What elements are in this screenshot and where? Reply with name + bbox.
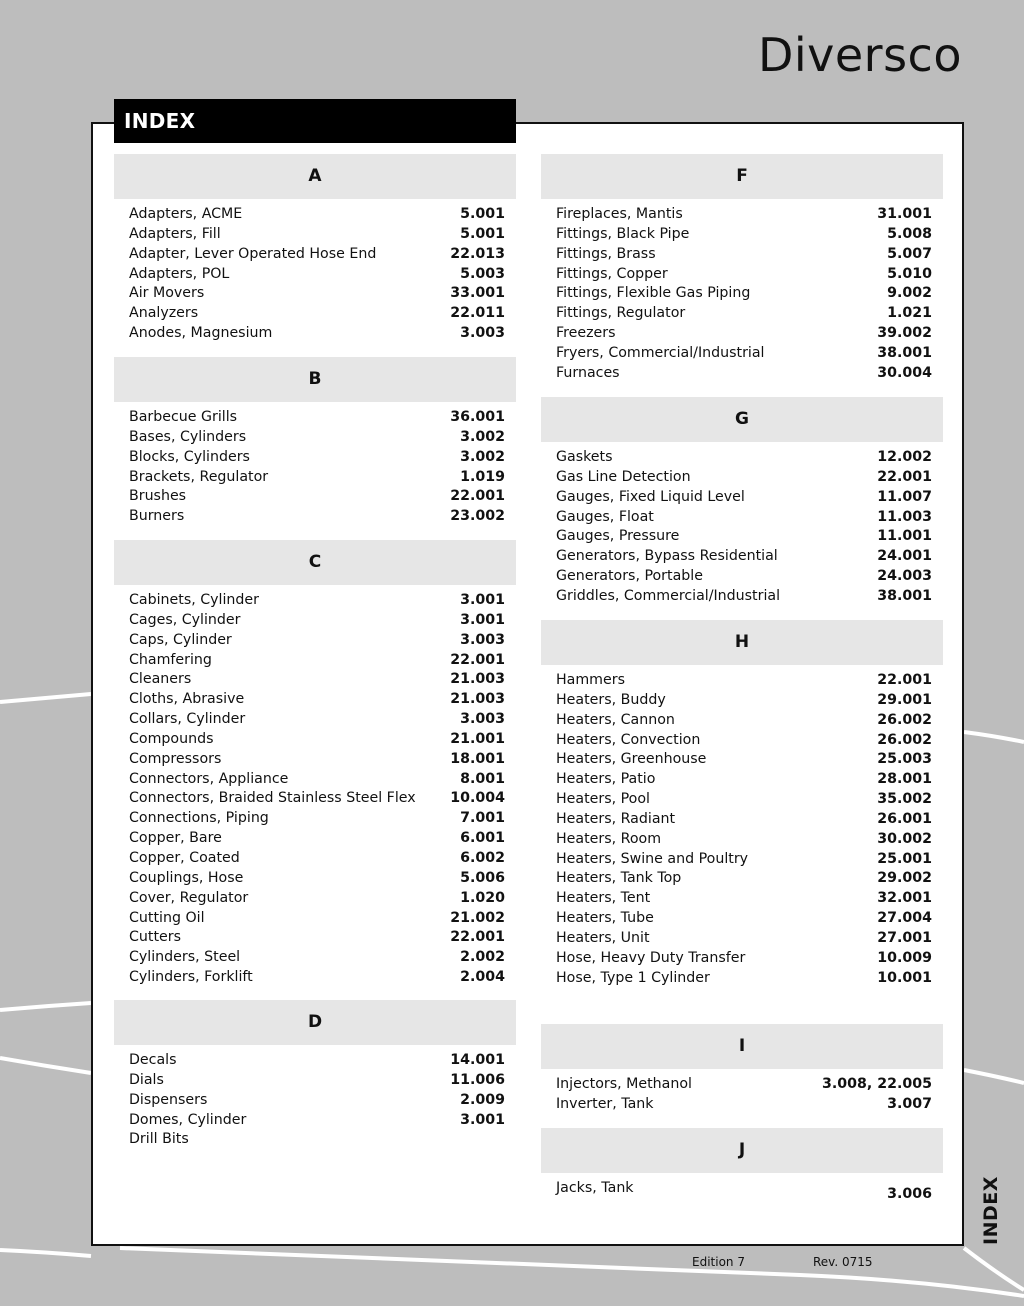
index-entry xyxy=(129,948,505,968)
entry-term: Compressors xyxy=(129,750,222,767)
entry-term: Hose, Type 1 Cylinder xyxy=(556,969,710,986)
index-entry xyxy=(556,284,932,304)
entry-term: Blocks, Cylinders xyxy=(129,448,250,465)
index-entry xyxy=(129,304,505,324)
index-entry xyxy=(556,1075,932,1095)
entry-term: Heaters, Pool xyxy=(556,791,650,808)
entry-term: Gaskets xyxy=(556,449,613,465)
index-entry xyxy=(556,731,932,751)
section-header: J xyxy=(541,1128,943,1173)
entry-term: Cylinders, Forklift xyxy=(129,969,253,986)
entry-term: Griddles, Commercial/Industrial xyxy=(556,587,781,604)
section-b xyxy=(114,357,516,527)
index-entry xyxy=(129,809,505,829)
index-entry xyxy=(556,225,932,245)
entry-page: 25.003 xyxy=(877,751,932,768)
section-g xyxy=(541,397,943,607)
index-entry xyxy=(556,468,932,488)
index-entry xyxy=(556,929,932,949)
index-entry xyxy=(129,789,505,809)
entry-list xyxy=(541,1069,943,1115)
entry-page: 21.003 xyxy=(450,671,505,688)
entry-term: Anodes, Magnesium xyxy=(129,325,273,342)
entry-term: Gauges, Pressure xyxy=(556,528,680,545)
entry-term: Cutting Oil xyxy=(129,909,205,926)
entry-term: Domes, Cylinder xyxy=(129,1111,247,1128)
entry-term: Fittings, Brass xyxy=(556,245,656,262)
index-entry xyxy=(129,829,505,849)
index-entry xyxy=(129,750,505,770)
entry-term: Adapters, Fill xyxy=(129,225,221,242)
index-entry xyxy=(556,770,932,790)
entry-page: 7.001 xyxy=(460,810,505,827)
index-title: INDEX xyxy=(114,99,516,143)
index-entry xyxy=(556,265,932,285)
entry-term: Connections, Piping xyxy=(129,810,269,827)
index-entry xyxy=(129,591,505,611)
entry-term: Inverter, Tank xyxy=(556,1095,654,1112)
entry-page: 21.001 xyxy=(450,730,505,747)
section-header: C xyxy=(114,540,516,585)
entry-page: 10.004 xyxy=(450,790,505,807)
entry-term: Generators, Portable xyxy=(556,568,703,585)
entry-page: 22.001 xyxy=(877,672,932,688)
entry-page: 10.009 xyxy=(877,949,932,966)
entry-term: Cloths, Abrasive xyxy=(129,691,245,708)
entry-page: 36.001 xyxy=(450,409,505,425)
entry-page: 35.002 xyxy=(877,791,932,808)
entry-list xyxy=(114,199,516,344)
entry-term: Copper, Bare xyxy=(129,830,222,847)
entry-term: Adapters, ACME xyxy=(129,206,243,222)
entry-page: 5.001 xyxy=(460,206,505,222)
index-entry xyxy=(556,1095,932,1115)
entry-page: 21.003 xyxy=(450,691,505,708)
index-entry xyxy=(556,889,932,909)
entry-page: 11.006 xyxy=(450,1071,505,1088)
entry-term: Fittings, Copper xyxy=(556,265,668,282)
entry-term: Heaters, Convection xyxy=(556,731,701,748)
footer-revision: Rev. 0715 xyxy=(813,1255,873,1269)
entry-page: 5.003 xyxy=(460,265,505,282)
entry-page: 14.001 xyxy=(450,1052,505,1068)
index-entry xyxy=(129,869,505,889)
index-entry xyxy=(556,850,932,870)
index-entry xyxy=(556,587,932,607)
entry-page: 31.001 xyxy=(877,206,932,222)
entry-term: Gas Line Detection xyxy=(556,468,691,485)
entry-page: 29.002 xyxy=(877,870,932,887)
entry-page: 21.002 xyxy=(450,909,505,926)
entry-page: 6.001 xyxy=(460,830,505,847)
index-entry xyxy=(556,567,932,587)
index-entry xyxy=(556,344,932,364)
entry-page: 3.001 xyxy=(460,611,505,628)
index-entry xyxy=(556,205,932,225)
index-entry xyxy=(129,468,505,488)
entry-list xyxy=(541,442,943,607)
index-entry xyxy=(556,711,932,731)
index-entry xyxy=(556,909,932,929)
entry-page: 22.013 xyxy=(450,245,505,262)
index-entry xyxy=(129,710,505,730)
index-entry xyxy=(556,245,932,265)
entry-term: Dispensers xyxy=(129,1091,208,1108)
entry-page: 27.001 xyxy=(877,929,932,946)
entry-page: 22.001 xyxy=(450,929,505,946)
index-entry xyxy=(129,670,505,690)
entry-page: 3.003 xyxy=(460,711,505,728)
index-entry xyxy=(556,949,932,969)
entry-page: 22.011 xyxy=(450,305,505,322)
entry-page: 11.007 xyxy=(877,488,932,505)
index-entry xyxy=(129,487,505,507)
entry-page: 39.002 xyxy=(877,325,932,342)
entry-page: 38.001 xyxy=(877,344,932,361)
section-header: D xyxy=(114,1000,516,1045)
index-entry xyxy=(129,428,505,448)
entry-list xyxy=(541,1173,943,1205)
index-entry xyxy=(129,730,505,750)
entry-term: Drill Bits xyxy=(129,1131,189,1148)
entry-list xyxy=(541,199,943,384)
index-entry xyxy=(556,508,932,528)
entry-term: Heaters, Greenhouse xyxy=(556,751,707,768)
index-entry xyxy=(556,790,932,810)
entry-page: 11.003 xyxy=(877,508,932,525)
index-entry xyxy=(129,1130,505,1150)
entry-list xyxy=(114,585,516,988)
entry-page: 1.021 xyxy=(887,305,932,322)
entry-term: Heaters, Patio xyxy=(556,771,656,788)
index-entry xyxy=(129,968,505,988)
entry-page: 1.019 xyxy=(460,468,505,485)
entry-term: Fittings, Regulator xyxy=(556,305,686,322)
entry-page: 18.001 xyxy=(450,750,505,767)
index-entry xyxy=(129,889,505,909)
entry-term: Copper, Coated xyxy=(129,849,240,866)
index-entry xyxy=(556,830,932,850)
index-entry xyxy=(556,364,932,384)
entry-page: 8.001 xyxy=(460,770,505,787)
index-entry xyxy=(129,1091,505,1111)
entry-term: Fryers, Commercial/Industrial xyxy=(556,344,765,361)
entry-term: Cover, Regulator xyxy=(129,889,249,906)
entry-term: Fittings, Black Pipe xyxy=(556,225,690,242)
entry-page: 30.002 xyxy=(877,830,932,847)
entry-term: Barbecue Grills xyxy=(129,409,238,425)
entry-term: Analyzers xyxy=(129,305,199,322)
section-f xyxy=(541,154,943,384)
section-h xyxy=(541,620,943,989)
section-header: A xyxy=(114,154,516,199)
entry-page: 5.010 xyxy=(887,265,932,282)
entry-term: Brushes xyxy=(129,488,187,505)
entry-term: Dials xyxy=(129,1071,164,1088)
index-entry xyxy=(556,691,932,711)
index-entry xyxy=(129,1111,505,1131)
entry-page: 25.001 xyxy=(877,850,932,867)
index-entry xyxy=(556,304,932,324)
index-entry xyxy=(129,324,505,344)
entry-term: Heaters, Cannon xyxy=(556,711,675,728)
index-entry xyxy=(129,245,505,265)
entry-term: Hose, Heavy Duty Transfer xyxy=(556,949,746,966)
entry-page: 12.002 xyxy=(877,449,932,465)
entry-page: 24.003 xyxy=(877,568,932,585)
index-entry xyxy=(129,205,505,225)
entry-term: Cutters xyxy=(129,929,181,946)
entry-term: Jacks, Tank xyxy=(556,1180,634,1196)
entry-page: 3.002 xyxy=(460,448,505,465)
index-entry xyxy=(129,909,505,929)
entry-term: Connectors, Braided Stainless Steel Flex xyxy=(129,790,416,807)
entry-term: Heaters, Swine and Poultry xyxy=(556,850,749,867)
index-entry xyxy=(129,611,505,631)
entry-list xyxy=(114,402,516,527)
entry-list xyxy=(114,1045,516,1150)
entry-term: Heaters, Tent xyxy=(556,890,651,907)
section-c xyxy=(114,540,516,988)
entry-term: Collars, Cylinder xyxy=(129,711,246,728)
entry-term: Gauges, Fixed Liquid Level xyxy=(556,488,745,505)
entry-term: Injectors, Methanol xyxy=(556,1076,692,1092)
entry-page: 2.004 xyxy=(460,969,505,986)
footer-edition: Edition 7 xyxy=(692,1255,745,1269)
index-entry xyxy=(556,547,932,567)
entry-page: 5.008 xyxy=(887,225,932,242)
entry-page: 27.004 xyxy=(877,910,932,927)
index-entry xyxy=(129,507,505,527)
entry-term: Heaters, Buddy xyxy=(556,691,666,708)
entry-page: 3.006 xyxy=(887,1186,932,1203)
section-j xyxy=(541,1128,943,1205)
section-header: F xyxy=(541,154,943,199)
index-entry xyxy=(556,448,932,468)
index-entry xyxy=(129,265,505,285)
index-entry xyxy=(129,408,505,428)
entry-page: 2.002 xyxy=(460,949,505,966)
section-header: B xyxy=(114,357,516,402)
entry-page: 3.003 xyxy=(460,631,505,648)
entry-term: Fittings, Flexible Gas Piping xyxy=(556,285,751,302)
entry-page: 30.004 xyxy=(877,364,932,381)
entry-term: Bases, Cylinders xyxy=(129,428,247,445)
index-entry xyxy=(129,928,505,948)
entry-page: 26.002 xyxy=(877,731,932,748)
entry-page: 2.009 xyxy=(460,1091,505,1108)
entry-term: Freezers xyxy=(556,325,616,342)
entry-term: Compounds xyxy=(129,730,214,747)
entry-term: Brackets, Regulator xyxy=(129,468,269,485)
entry-term: Cleaners xyxy=(129,671,192,688)
index-entry xyxy=(556,527,932,547)
entry-term: Fireplaces, Mantis xyxy=(556,206,683,222)
entry-term: Gauges, Float xyxy=(556,508,654,525)
index-entry xyxy=(556,1179,932,1205)
index-entry xyxy=(129,1051,505,1071)
entry-page: 10.001 xyxy=(877,969,932,986)
entry-term: Heaters, Tank Top xyxy=(556,870,682,887)
entry-term: Heaters, Unit xyxy=(556,929,650,946)
index-entry xyxy=(129,284,505,304)
entry-page: 3.007 xyxy=(887,1095,932,1112)
entry-page: 32.001 xyxy=(877,890,932,907)
index-entry xyxy=(129,225,505,245)
entry-page: 1.020 xyxy=(460,889,505,906)
entry-page: 3.008, 22.005 xyxy=(822,1076,932,1092)
entry-page: 22.001 xyxy=(450,488,505,505)
entry-page: 24.001 xyxy=(877,548,932,565)
entry-term: Adapter, Lever Operated Hose End xyxy=(129,245,377,262)
entry-term: Chamfering xyxy=(129,651,212,668)
index-entry xyxy=(556,869,932,889)
entry-page: 22.001 xyxy=(877,468,932,485)
entry-page: 26.002 xyxy=(877,711,932,728)
index-entry xyxy=(129,631,505,651)
entry-page: 3.002 xyxy=(460,428,505,445)
section-i xyxy=(541,1024,943,1115)
section-header: G xyxy=(541,397,943,442)
entry-term: Cabinets, Cylinder xyxy=(129,592,259,608)
section-d xyxy=(114,1000,516,1150)
entry-term: Hammers xyxy=(556,672,625,688)
entry-page: 23.002 xyxy=(450,508,505,525)
entry-list xyxy=(541,665,943,989)
entry-term: Heaters, Radiant xyxy=(556,810,676,827)
entry-page: 9.002 xyxy=(887,285,932,302)
entry-page: 22.001 xyxy=(450,651,505,668)
side-index-label: INDEX xyxy=(980,1176,1002,1245)
index-entry xyxy=(556,488,932,508)
entry-term: Generators, Bypass Residential xyxy=(556,548,778,565)
entry-page: 3.003 xyxy=(460,325,505,342)
entry-term: Connectors, Appliance xyxy=(129,770,289,787)
entry-term: Heaters, Room xyxy=(556,830,662,847)
index-entry xyxy=(556,324,932,344)
entry-page: 3.001 xyxy=(460,1111,505,1128)
entry-page: 26.001 xyxy=(877,810,932,827)
section-header: I xyxy=(541,1024,943,1069)
entry-term: Couplings, Hose xyxy=(129,869,244,886)
section-header: H xyxy=(541,620,943,665)
index-entry xyxy=(129,448,505,468)
index-entry xyxy=(129,849,505,869)
entry-term: Cages, Cylinder xyxy=(129,611,241,628)
index-entry xyxy=(556,969,932,989)
entry-page: 5.006 xyxy=(460,869,505,886)
index-entry xyxy=(556,671,932,691)
entry-page: 5.001 xyxy=(460,225,505,242)
entry-term: Caps, Cylinder xyxy=(129,631,232,648)
entry-page: 5.007 xyxy=(887,245,932,262)
index-entry xyxy=(129,770,505,790)
entry-page: 6.002 xyxy=(460,849,505,866)
index-entry xyxy=(129,690,505,710)
entry-term: Adapters, POL xyxy=(129,265,230,282)
entry-term: Burners xyxy=(129,508,185,525)
index-entry xyxy=(556,750,932,770)
entry-term: Air Movers xyxy=(129,285,205,302)
entry-term: Decals xyxy=(129,1052,177,1068)
section-a xyxy=(114,154,516,344)
brand-logo: Diversco xyxy=(757,28,962,82)
entry-page: 28.001 xyxy=(877,771,932,788)
entry-page: 29.001 xyxy=(877,691,932,708)
index-entry xyxy=(129,651,505,671)
index-entry xyxy=(129,1071,505,1091)
entry-page: 33.001 xyxy=(450,285,505,302)
entry-page: 3.001 xyxy=(460,592,505,608)
entry-term: Heaters, Tube xyxy=(556,910,654,927)
entry-page: 11.001 xyxy=(877,528,932,545)
index-entry xyxy=(556,810,932,830)
entry-term: Furnaces xyxy=(556,364,620,381)
entry-page: 38.001 xyxy=(877,587,932,604)
entry-term: Cylinders, Steel xyxy=(129,949,241,966)
